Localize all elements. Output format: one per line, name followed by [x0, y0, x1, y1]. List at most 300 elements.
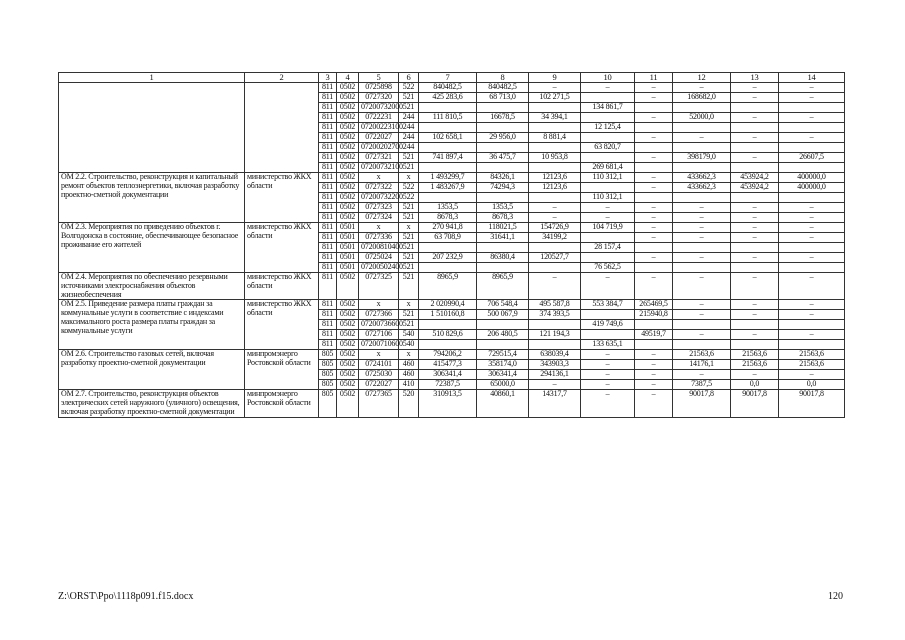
value-cell: – — [673, 273, 731, 300]
header-cell: 7 — [419, 73, 477, 83]
value-cell: 453924,2 — [731, 173, 779, 183]
value-cell — [419, 263, 477, 273]
value-cell — [477, 243, 529, 253]
value-cell: 0502 — [337, 320, 359, 330]
value-cell: 16678,5 — [477, 113, 529, 123]
value-cell: 34 394,1 — [529, 113, 581, 123]
value-cell: – — [529, 203, 581, 213]
value-cell: 811 — [319, 173, 337, 183]
value-cell — [419, 103, 477, 113]
value-cell: 07200710600 — [359, 340, 399, 350]
value-cell — [477, 320, 529, 330]
value-cell: 811 — [319, 103, 337, 113]
value-cell: 0502 — [337, 300, 359, 310]
value-cell: 72387,5 — [419, 380, 477, 390]
value-cell: – — [673, 133, 731, 143]
value-cell — [635, 193, 673, 203]
value-cell: – — [731, 203, 779, 213]
value-cell: 102 658,1 — [419, 133, 477, 143]
value-cell: 74294,3 — [477, 183, 529, 193]
value-cell: 244 — [399, 133, 419, 143]
value-cell — [581, 93, 635, 103]
measure-cell: ОМ 2.7. Строительство, реконструкция объектов электрических сетей наружного (уличного) освещения, включая разработку проектно-сметной документации — [59, 390, 245, 417]
value-cell: – — [635, 253, 673, 263]
value-cell: 7387,5 — [673, 380, 731, 390]
value-cell: 0,0 — [779, 380, 845, 390]
value-cell: – — [779, 133, 845, 143]
value-cell: – — [779, 370, 845, 380]
value-cell: – — [635, 380, 673, 390]
table-row — [59, 390, 845, 417]
table-row — [59, 173, 845, 183]
value-cell: х — [399, 350, 419, 360]
value-cell — [477, 340, 529, 350]
value-cell: – — [673, 310, 731, 320]
value-cell — [731, 143, 779, 153]
value-cell — [635, 143, 673, 153]
value-cell: – — [779, 113, 845, 123]
value-cell — [419, 243, 477, 253]
value-cell — [529, 193, 581, 203]
value-cell: 10 953,8 — [529, 153, 581, 163]
value-cell: 522 — [399, 183, 419, 193]
value-cell: 1 483267,9 — [419, 183, 477, 193]
value-cell: 811 — [319, 213, 337, 223]
value-cell — [419, 143, 477, 153]
value-cell: 433662,3 — [673, 183, 731, 193]
value-cell — [731, 263, 779, 273]
value-cell: 521 — [399, 253, 419, 263]
value-cell: 0727320 — [359, 93, 399, 103]
value-cell: – — [731, 253, 779, 263]
value-cell: 306341,4 — [419, 370, 477, 380]
value-cell: 76 562,5 — [581, 263, 635, 273]
executor-cell: минпромэнерго Ростовской области — [245, 350, 319, 390]
value-cell: 553 384,7 — [581, 300, 635, 310]
value-cell — [529, 103, 581, 113]
value-cell: – — [581, 390, 635, 417]
value-cell: 0727365 — [359, 390, 399, 417]
value-cell: 0501 — [337, 263, 359, 273]
value-cell: 21563,6 — [731, 350, 779, 360]
executor-cell: минпромэнерго Ростовской области — [245, 390, 319, 417]
value-cell: 374 393,5 — [529, 310, 581, 320]
value-cell: – — [779, 83, 845, 93]
value-cell: 07200223100 — [359, 123, 399, 133]
value-cell: 8965,9 — [477, 273, 529, 300]
value-cell: 0502 — [337, 360, 359, 370]
table-row — [59, 223, 845, 233]
value-cell: 0501 — [337, 223, 359, 233]
value-cell — [529, 123, 581, 133]
value-cell: 0502 — [337, 83, 359, 93]
page-number: 120 — [828, 591, 843, 602]
value-cell: 358174,0 — [477, 360, 529, 370]
value-cell: 306341,4 — [477, 370, 529, 380]
value-cell — [529, 163, 581, 173]
value-cell — [477, 103, 529, 113]
value-cell: х — [359, 223, 399, 233]
value-cell: 111 810,5 — [419, 113, 477, 123]
value-cell — [477, 123, 529, 133]
value-cell: 805 — [319, 390, 337, 417]
value-cell: 811 — [319, 193, 337, 203]
value-cell: 65000,0 — [477, 380, 529, 390]
value-cell: 154726,9 — [529, 223, 581, 233]
value-cell: – — [581, 203, 635, 213]
value-cell: – — [731, 213, 779, 223]
value-cell: – — [635, 350, 673, 360]
value-cell: – — [779, 93, 845, 103]
value-cell: – — [673, 300, 731, 310]
value-cell: 0727325 — [359, 273, 399, 300]
value-cell: 0502 — [337, 143, 359, 153]
value-cell: 168682,0 — [673, 93, 731, 103]
value-cell: 0501 — [337, 233, 359, 243]
value-cell: 31641,1 — [477, 233, 529, 243]
value-cell — [673, 103, 731, 113]
value-cell: 0502 — [337, 273, 359, 300]
value-cell: – — [779, 203, 845, 213]
value-cell: 521 — [399, 213, 419, 223]
value-cell: 811 — [319, 263, 337, 273]
measure-cell — [59, 83, 245, 173]
value-cell: 0727324 — [359, 213, 399, 223]
value-cell — [419, 193, 477, 203]
value-cell: 811 — [319, 233, 337, 243]
value-cell: – — [731, 153, 779, 163]
value-cell — [731, 123, 779, 133]
value-cell: 811 — [319, 273, 337, 300]
value-cell: 0727106 — [359, 330, 399, 340]
value-cell: 40860,1 — [477, 390, 529, 417]
value-cell: 68 713,0 — [477, 93, 529, 103]
value-cell: 12123,6 — [529, 183, 581, 193]
value-cell: – — [581, 350, 635, 360]
value-cell: 0502 — [337, 113, 359, 123]
value-cell: 07200732100 — [359, 163, 399, 173]
value-cell: – — [673, 213, 731, 223]
value-cell: 811 — [319, 83, 337, 93]
value-cell — [731, 163, 779, 173]
value-cell — [673, 263, 731, 273]
value-cell — [419, 340, 477, 350]
value-cell — [529, 143, 581, 153]
value-cell: – — [779, 213, 845, 223]
header-cell: 12 — [673, 73, 731, 83]
value-cell: 0727336 — [359, 233, 399, 243]
value-cell — [419, 320, 477, 330]
header-cell: 3 — [319, 73, 337, 83]
value-cell: 811 — [319, 253, 337, 263]
value-cell: – — [635, 203, 673, 213]
value-cell: 07200502400 — [359, 263, 399, 273]
value-cell: 0,0 — [731, 380, 779, 390]
value-cell: 433662,3 — [673, 173, 731, 183]
value-cell: – — [731, 330, 779, 340]
value-cell: 07200732000 — [359, 103, 399, 113]
value-cell: 729515,4 — [477, 350, 529, 360]
value-cell: 28 157,4 — [581, 243, 635, 253]
value-cell — [635, 103, 673, 113]
value-cell — [779, 103, 845, 113]
value-cell: 343903,3 — [529, 360, 581, 370]
value-cell: 104 719,9 — [581, 223, 635, 233]
value-cell: – — [731, 300, 779, 310]
value-cell: 811 — [319, 203, 337, 213]
value-cell: 269 681,4 — [581, 163, 635, 173]
value-cell: 0725030 — [359, 370, 399, 380]
value-cell: 741 897,4 — [419, 153, 477, 163]
value-cell: 118021,5 — [477, 223, 529, 233]
value-cell: 1 510160,8 — [419, 310, 477, 320]
value-cell: 29 956,0 — [477, 133, 529, 143]
value-cell: 8965,9 — [419, 273, 477, 300]
value-cell: – — [731, 83, 779, 93]
value-cell: 07200732200 — [359, 193, 399, 203]
value-cell: 811 — [319, 223, 337, 233]
value-cell: 398179,0 — [673, 153, 731, 163]
value-cell: – — [635, 233, 673, 243]
table-row — [59, 83, 845, 93]
value-cell — [419, 163, 477, 173]
value-cell: 49519,7 — [635, 330, 673, 340]
value-cell: 0501 — [337, 243, 359, 253]
value-cell: 811 — [319, 310, 337, 320]
value-cell: 215940,8 — [635, 310, 673, 320]
value-cell — [731, 193, 779, 203]
value-cell: 811 — [319, 113, 337, 123]
value-cell: – — [779, 253, 845, 263]
value-cell: 244 — [399, 123, 419, 133]
value-cell: 460 — [399, 360, 419, 370]
value-cell: – — [673, 83, 731, 93]
value-cell — [635, 320, 673, 330]
value-cell — [779, 243, 845, 253]
measure-cell: ОМ 2.5. Приведение размера платы граждан за коммунальные услуги в соответствие с индексами максимального роста размера платы граждан за коммунальные услуги — [59, 300, 245, 350]
value-cell — [581, 113, 635, 123]
value-cell: 0502 — [337, 123, 359, 133]
value-cell: 0502 — [337, 103, 359, 113]
value-cell: 0502 — [337, 340, 359, 350]
value-cell: – — [779, 273, 845, 300]
value-cell: 522 — [399, 193, 419, 203]
value-cell: 522 — [399, 83, 419, 93]
value-cell — [477, 263, 529, 273]
value-cell: 840482,5 — [477, 83, 529, 93]
value-cell: 811 — [319, 123, 337, 133]
value-cell: 521 — [399, 310, 419, 320]
executor-cell: министерство ЖКХ области — [245, 300, 319, 350]
value-cell — [731, 103, 779, 113]
value-cell — [635, 243, 673, 253]
value-cell: 638039,4 — [529, 350, 581, 360]
measure-cell: ОМ 2.2. Строительство, реконструкция и капитальный ремонт объектов теплоэнергетики, включая разработку проектно-сметной документации — [59, 173, 245, 223]
value-cell — [779, 263, 845, 273]
value-cell: 244 — [399, 143, 419, 153]
value-cell — [635, 123, 673, 133]
value-cell: 811 — [319, 330, 337, 340]
value-cell: 07200810400 — [359, 243, 399, 253]
value-cell: 8678,3 — [419, 213, 477, 223]
value-cell: 805 — [319, 350, 337, 360]
value-cell: 540 — [399, 340, 419, 350]
value-cell — [477, 163, 529, 173]
value-cell: 133 635,1 — [581, 340, 635, 350]
value-cell: 0501 — [337, 253, 359, 263]
value-cell — [419, 123, 477, 133]
value-cell: – — [673, 370, 731, 380]
value-cell — [581, 330, 635, 340]
value-cell: – — [529, 83, 581, 93]
value-cell: 425 283,6 — [419, 93, 477, 103]
value-cell: – — [581, 273, 635, 300]
value-cell: – — [635, 173, 673, 183]
value-cell — [581, 153, 635, 163]
value-cell: 0722027 — [359, 380, 399, 390]
value-cell: 706 548,4 — [477, 300, 529, 310]
value-cell: 1 493299,7 — [419, 173, 477, 183]
value-cell: х — [359, 350, 399, 360]
value-cell — [673, 193, 731, 203]
value-cell — [731, 340, 779, 350]
value-cell: 811 — [319, 340, 337, 350]
value-cell: – — [731, 233, 779, 243]
value-cell: 840482,5 — [419, 83, 477, 93]
value-cell: – — [731, 370, 779, 380]
header-cell: 6 — [399, 73, 419, 83]
header-cell: 2 — [245, 73, 319, 83]
value-cell: – — [635, 213, 673, 223]
value-cell: – — [635, 273, 673, 300]
value-cell: 0727321 — [359, 153, 399, 163]
header-row — [59, 73, 845, 83]
value-cell: х — [399, 300, 419, 310]
value-cell: 110 312,1 — [581, 173, 635, 183]
value-cell: – — [581, 380, 635, 390]
value-cell: 8 881,4 — [529, 133, 581, 143]
value-cell: 294136,1 — [529, 370, 581, 380]
executor-cell — [245, 83, 319, 173]
value-cell — [779, 193, 845, 203]
file-path: Z:\ORST\Ppo\1118p091.f15.docx — [58, 591, 194, 602]
value-cell — [673, 320, 731, 330]
value-cell: 14317,7 — [529, 390, 581, 417]
value-cell — [529, 320, 581, 330]
value-cell: 2 020990,4 — [419, 300, 477, 310]
value-cell: 0727322 — [359, 183, 399, 193]
value-cell: 520 — [399, 390, 419, 417]
value-cell — [581, 133, 635, 143]
value-cell: 811 — [319, 93, 337, 103]
value-cell: 21563,6 — [779, 350, 845, 360]
value-cell: – — [635, 223, 673, 233]
value-cell — [673, 143, 731, 153]
executor-cell: министерство ЖКХ области — [245, 273, 319, 300]
value-cell — [635, 263, 673, 273]
value-cell: – — [635, 390, 673, 417]
value-cell: х — [359, 300, 399, 310]
value-cell: 0502 — [337, 203, 359, 213]
table-row — [59, 350, 845, 360]
header-cell: 14 — [779, 73, 845, 83]
value-cell: 0502 — [337, 213, 359, 223]
value-cell: 0502 — [337, 350, 359, 360]
value-cell — [779, 320, 845, 330]
value-cell — [477, 143, 529, 153]
value-cell: – — [581, 360, 635, 370]
value-cell: 805 — [319, 380, 337, 390]
value-cell: 121 194,3 — [529, 330, 581, 340]
value-cell: 0502 — [337, 173, 359, 183]
value-cell: 120527,7 — [529, 253, 581, 263]
value-cell: – — [635, 370, 673, 380]
value-cell: 811 — [319, 300, 337, 310]
value-cell — [529, 340, 581, 350]
value-cell: 0502 — [337, 310, 359, 320]
value-cell: 07200202700 — [359, 143, 399, 153]
value-cell: – — [673, 233, 731, 243]
value-cell: 14176,1 — [673, 360, 731, 370]
value-cell: 400000,0 — [779, 183, 845, 193]
value-cell: 0502 — [337, 133, 359, 143]
value-cell: – — [673, 330, 731, 340]
value-cell: 521 — [399, 320, 419, 330]
value-cell — [673, 243, 731, 253]
measure-cell: ОМ 2.3. Мероприятия по приведению объектов г. Волгодонска в состояние, обеспечивающее безопасное проживание его жителей — [59, 223, 245, 273]
value-cell: 521 — [399, 273, 419, 300]
value-cell: 521 — [399, 263, 419, 273]
value-cell: 34199,2 — [529, 233, 581, 243]
value-cell: – — [635, 183, 673, 193]
value-cell — [779, 143, 845, 153]
budget-table — [58, 72, 845, 418]
value-cell: 0502 — [337, 330, 359, 340]
value-cell: – — [779, 300, 845, 310]
header-cell: 8 — [477, 73, 529, 83]
value-cell: – — [731, 133, 779, 143]
value-cell: х — [359, 173, 399, 183]
value-cell — [477, 193, 529, 203]
value-cell: 310913,5 — [419, 390, 477, 417]
value-cell: 207 232,9 — [419, 253, 477, 263]
value-cell: 540 — [399, 330, 419, 340]
value-cell: 415477,3 — [419, 360, 477, 370]
value-cell: 134 861,7 — [581, 103, 635, 113]
value-cell: 0722027 — [359, 133, 399, 143]
value-cell: 521 — [399, 153, 419, 163]
value-cell: – — [673, 253, 731, 263]
value-cell: 0502 — [337, 153, 359, 163]
value-cell: 805 — [319, 370, 337, 380]
value-cell: – — [635, 93, 673, 103]
value-cell: 811 — [319, 133, 337, 143]
executor-cell: министерство ЖКХ области — [245, 173, 319, 223]
value-cell: 8678,3 — [477, 213, 529, 223]
value-cell: – — [635, 133, 673, 143]
value-cell: 1353,5 — [477, 203, 529, 213]
value-cell: 0725024 — [359, 253, 399, 263]
value-cell: 410 — [399, 380, 419, 390]
value-cell: – — [731, 273, 779, 300]
measure-cell: ОМ 2.4. Мероприятия по обеспечению резервными источниками электроснабжения объектов жизнеобеспечения — [59, 273, 245, 300]
value-cell: 0725898 — [359, 83, 399, 93]
value-cell: – — [779, 233, 845, 243]
value-cell: 90017,8 — [731, 390, 779, 417]
value-cell — [673, 340, 731, 350]
value-cell: – — [529, 380, 581, 390]
value-cell: – — [779, 310, 845, 320]
